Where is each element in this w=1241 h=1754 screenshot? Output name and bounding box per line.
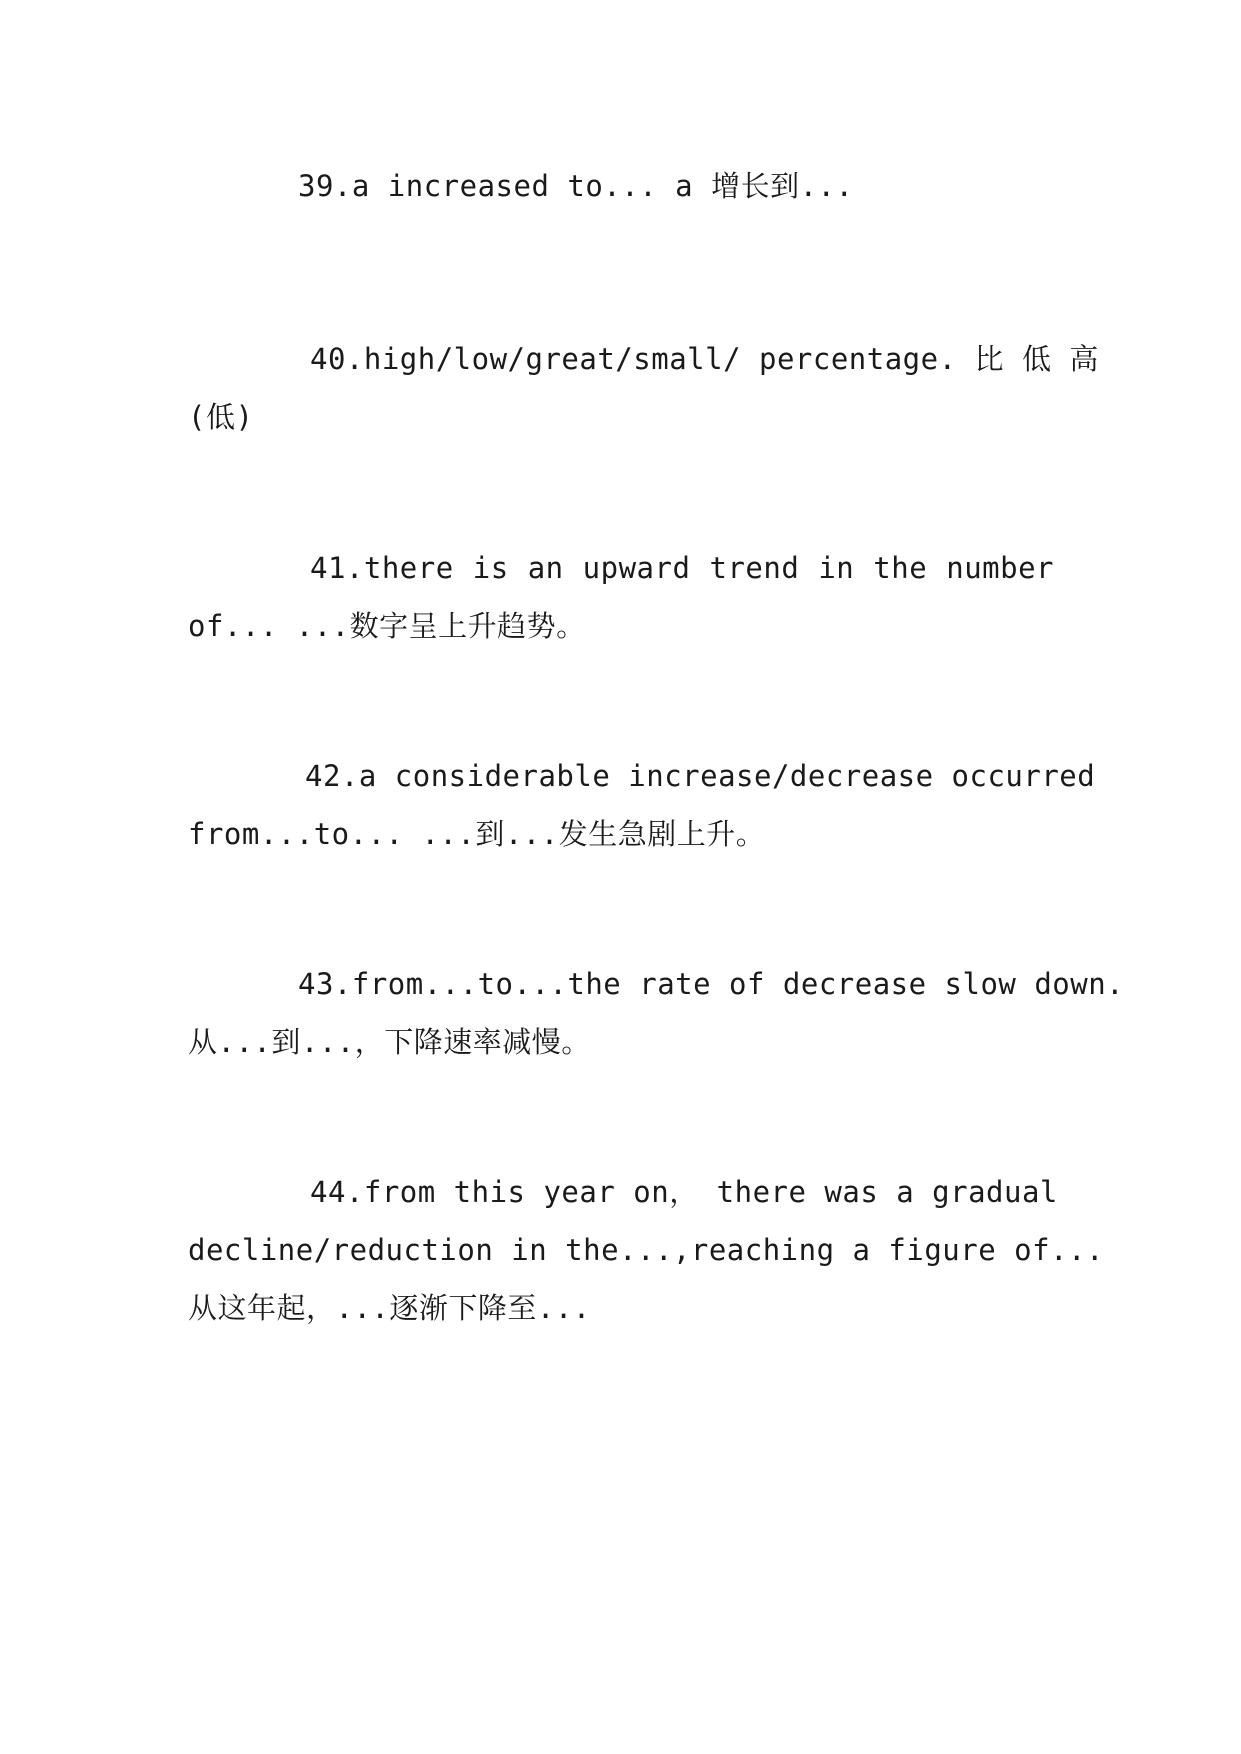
list-item-line: 39.a increased to... a 增长到... [298,169,854,203]
list-item-line: 40.high/low/great/small/ percentage. 比 低 高 [310,342,1099,376]
list-item-41 [188,539,1054,655]
list-item-line: of... ...数字呈上升趋势。 [188,609,586,643]
list-item-line: 44.from this year on， there was a gradual [310,1175,1058,1209]
list-item-42 [188,747,1096,863]
list-item-40 [188,330,1099,446]
list-item-line: 42.a considerable increase/decrease occurred [305,759,1096,793]
list-item-line: decline/reduction in the...,reaching a figure of... [188,1233,1104,1267]
list-item-39 [188,157,1054,215]
list-item-line: 41.there is an upward trend in the number [310,551,1054,585]
list-item-line: 从这年起，...逐渐下降至... [188,1291,591,1325]
list-item-line: from...to... ...到...发生急剧上升。 [188,817,766,851]
list-item-44 [188,1163,1104,1337]
list-item-line: (低) [188,400,254,434]
list-item-line: 43.from...to...the rate of decrease slow down. [298,967,1125,1001]
list-item-line: 从...到...，下降速率减慢。 [188,1025,591,1059]
list-item-43 [188,955,1125,1071]
